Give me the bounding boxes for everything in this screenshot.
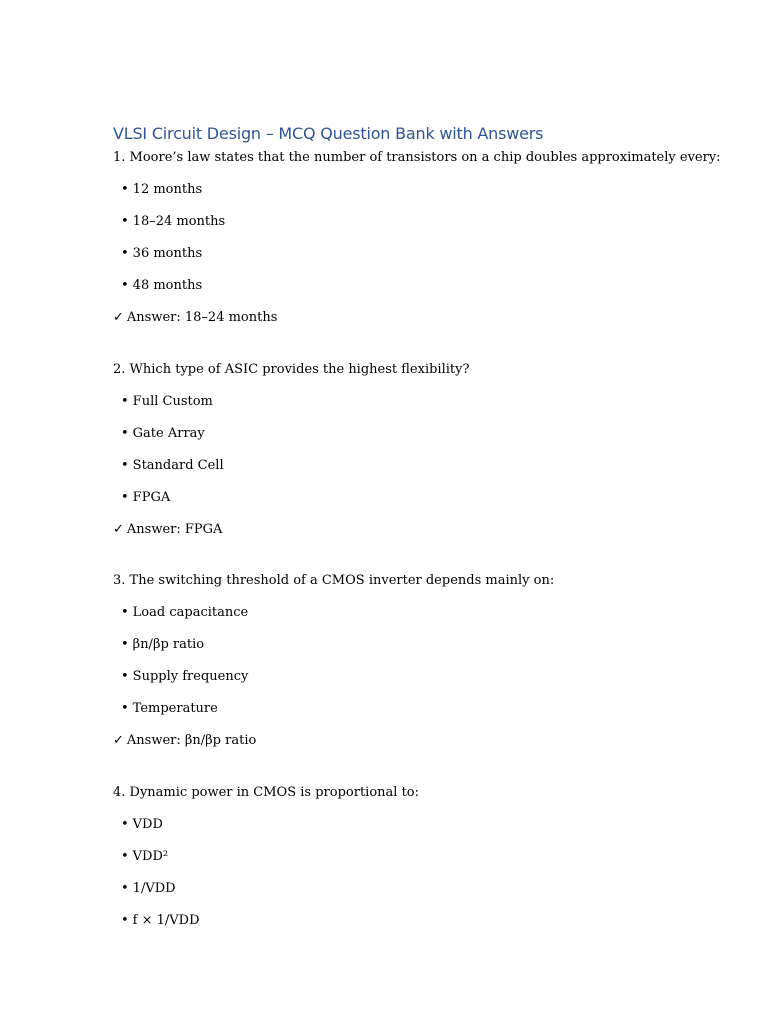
option-label: f × 1/VDD [132,913,200,928]
bullet-icon: • [121,849,129,864]
bullet-icon: • [121,246,129,261]
question-4-text: 4. Dynamic power in CMOS is proportional to: [113,785,419,800]
bullet-icon: • [121,881,129,896]
question-2-option-2 [121,425,205,443]
bullet-icon: • [121,637,129,652]
question-4-option-2 [121,848,168,866]
check-icon: ✓ [113,522,124,537]
question-2-option-1 [121,393,213,411]
question-2-text: 2. Which type of ASIC provides the highest flexibility? [113,362,470,377]
option-label: βn/βp ratio [132,637,205,652]
question-1-answer [113,309,277,327]
option-label: 1/VDD [132,881,176,896]
question-4-option-1 [121,816,163,834]
question-1-option-4 [121,277,202,295]
option-label: Load capacitance [132,605,249,620]
question-3-option-3 [121,668,248,686]
document-title: VLSI Circuit Design – MCQ Question Bank with Answers [113,124,544,143]
option-label: 48 months [132,278,203,293]
question-1-option-2 [121,213,225,231]
bullet-icon: • [121,701,129,716]
question-1-option-1 [121,181,202,199]
bullet-icon: • [121,669,129,684]
answer-label: Answer: FPGA [126,522,223,537]
option-label: FPGA [132,490,171,505]
option-label: Full Custom [132,394,213,409]
bullet-icon: • [121,278,129,293]
bullet-icon: • [121,394,129,409]
question-4-option-4 [121,912,200,930]
option-label: 18–24 months [132,214,226,229]
bullet-icon: • [121,817,129,832]
question-3-option-1 [121,604,248,622]
option-label: 36 months [132,246,203,261]
question-3-answer [113,732,256,750]
question-2-option-3 [121,457,224,475]
option-label: Supply frequency [132,669,249,684]
question-3-text: 3. The switching threshold of a CMOS inverter depends mainly on: [113,573,555,588]
answer-label: Answer: 18–24 months [126,310,278,325]
bullet-icon: • [121,426,129,441]
check-icon: ✓ [113,310,124,325]
question-3-option-4 [121,700,218,718]
bullet-icon: • [121,458,129,473]
question-4-option-3 [121,880,176,898]
bullet-icon: • [121,605,129,620]
question-1-text: 1. Moore’s law states that the number of transistors on a chip doubles approximately every: [113,150,721,165]
question-2-answer [113,521,222,539]
question-1-option-3 [121,245,202,263]
question-3-option-2 [121,636,204,654]
check-icon: ✓ [113,733,124,748]
answer-label: Answer: βn/βp ratio [126,733,257,748]
option-label: Standard Cell [132,458,224,473]
bullet-icon: • [121,490,129,505]
question-2-option-4 [121,489,170,507]
option-label: VDD² [132,849,169,864]
option-label: Gate Array [132,426,205,441]
bullet-icon: • [121,182,129,197]
option-label: VDD [132,817,163,832]
bullet-icon: • [121,913,129,928]
bullet-icon: • [121,214,129,229]
option-label: Temperature [132,701,218,716]
option-label: 12 months [132,182,203,197]
